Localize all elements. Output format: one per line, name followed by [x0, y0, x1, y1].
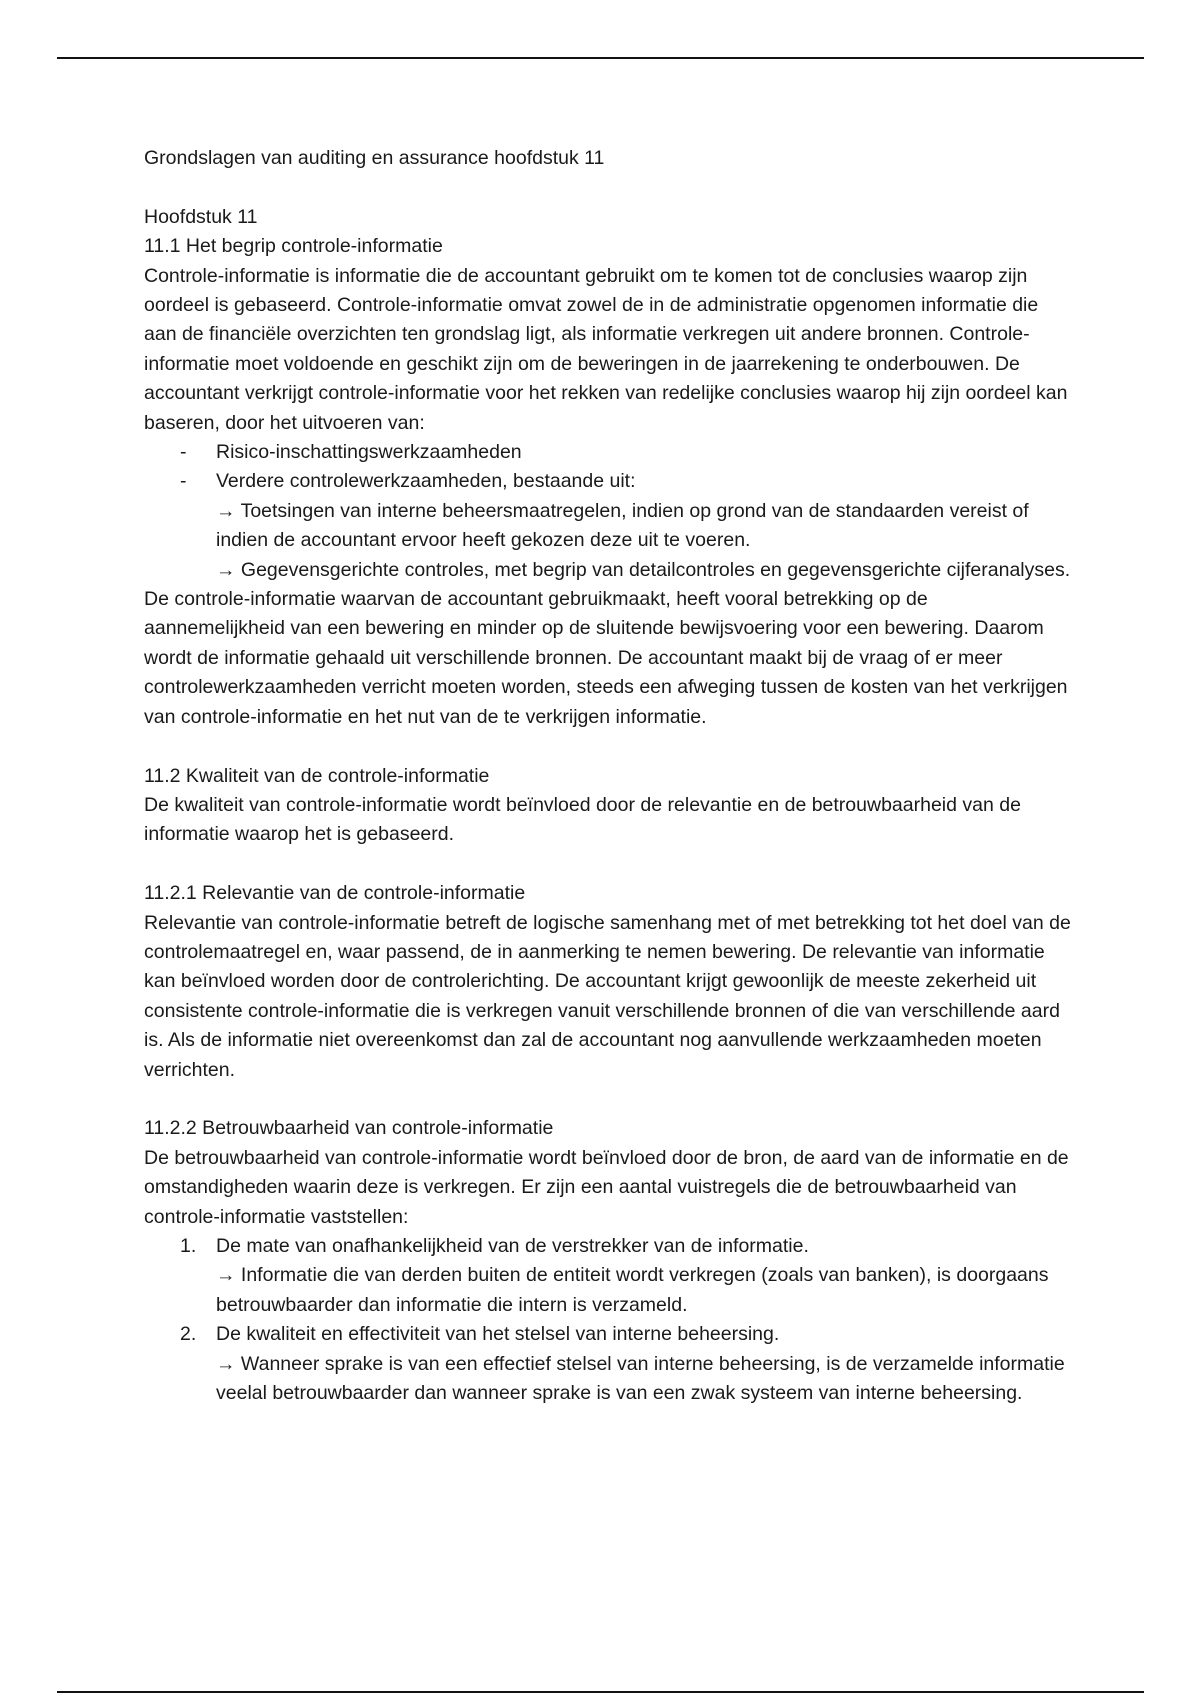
sub-item: → Gegevensgerichte controles, met begrip van detailcontroles en gegevensgerichte cijferanalyses. — [216, 558, 1071, 581]
header-rule — [57, 57, 1144, 59]
list-item-text: Verdere controlewerkzaamheden, bestaande uit: — [216, 470, 636, 493]
rules-list — [144, 1232, 1074, 1408]
chapter-heading: Hoofdstuk 11 — [144, 205, 258, 228]
list-number: 1. — [180, 1234, 197, 1257]
section-11-2-2-body: De betrouwbaarheid van controle-informatie wordt beïnvloed door de bron, de aard van de informatie en de omstandigheden waarin deze is verkregen. Er zijn een aantal vuistregels die de betrouwbaarheid van controle-informatie vaststellen: — [144, 1146, 1069, 1228]
list-marker: - — [180, 441, 187, 464]
list-marker: - — [180, 470, 187, 493]
spacer — [144, 173, 1074, 202]
list-item-detail: → Informatie die van derden buiten de entiteit wordt verkregen (zoals van banken), is doorgaans betrouwbaarder dan informatie die intern is verzameld. — [216, 1264, 1049, 1316]
section-11-2-1-body: Relevantie van controle-informatie betreft de logische samenhang met of met betrekking tot het doel van de controlemaatregel en, waar passend, de in aanmerking te nemen bewering. De relevantie van informatie kan beïnvloed worden door de controlerichting. De accountant krijgt gewoonlijk de meeste zekerheid uit consistente controle-informatie die is verkregen vanuit verschillende bronnen of die van verschillende aard is. Als de informatie niet overeenkomst dan zal de accountant nog aanvullende werkzaamheden moeten verrichten. — [144, 911, 1071, 1081]
section-heading-11-1: 11.1 Het begrip controle-informatie — [144, 235, 443, 258]
list-item — [144, 467, 1074, 585]
list-item — [144, 1232, 1074, 1320]
section-heading-11-2-2: 11.2.2 Betrouwbaarheid van controle-informatie — [144, 1117, 554, 1140]
list-item — [144, 438, 1074, 467]
section-11-2-body: De kwaliteit van controle-informatie wordt beïnvloed door de relevantie en de betrouwbaarheid van de informatie waarop het is gebaseerd. — [144, 793, 1021, 846]
document-title: Grondslagen van auditing en assurance hoofdstuk 11 — [144, 147, 605, 169]
section-heading-11-2-1: 11.2.1 Relevantie van de controle-informatie — [144, 882, 526, 905]
work-list — [144, 438, 1074, 585]
footer-rule — [57, 1691, 1144, 1693]
spacer — [144, 732, 1074, 761]
list-item-text: De mate van onafhankelijkheid van de verstrekker van de informatie. — [216, 1234, 809, 1257]
sub-item: → Toetsingen van interne beheersmaatregelen, indien op grond van de standaarden vereist of indien de accountant ervoor heeft gekozen deze uit te voeren. — [216, 499, 1029, 552]
list-number: 2. — [180, 1323, 197, 1346]
spacer — [144, 850, 1074, 879]
section-11-1-intro: Controle-informatie is informatie die de accountant gebruikt om te komen tot de conclusies waarop zijn oordeel is gebaseerd. Controle-informatie omvat zowel de in de administratie opgenomen informatie die aan de financiële overzichten ten grondslag ligt, als informatie verkregen uit andere bronnen. Controle-informatie moet voldoende en geschikt zijn om de beweringen in de jaarrekening te onderbouwen. De accountant verkrijgt controle-informatie voor het rekken van redelijke conclusies waarop hij zijn oordeel kan baseren, door het uitvoeren van: — [144, 264, 1068, 434]
list-item-text: Risico-inschattingswerkzaamheden — [216, 441, 522, 464]
section-heading-11-2: 11.2 Kwaliteit van de controle-informatie — [144, 764, 490, 787]
document-body — [144, 144, 1074, 1408]
section-11-1-closing: De controle-informatie waarvan de accountant gebruikmaakt, heeft vooral betrekking op de aannemelijkheid van een bewering en minder op de sluitende bewijsvoering voor een bewering. Daarom wordt de informatie gehaald uit verschillende bronnen. De accountant maakt bij de vraag of er meer controlewerkzaamheden verricht moeten worden, steeds een afweging tussen de kosten van het verkrijgen van controle-informatie en het nut van de te verkrijgen informatie. — [144, 588, 1068, 728]
spacer — [144, 1085, 1074, 1114]
list-item-detail: → Wanneer sprake is van een effectief stelsel van interne beheersing, is de verzamelde informatie veelal betrouwbaarder dan wanneer sprake is van een zwak systeem van interne beheersing. — [216, 1352, 1065, 1404]
list-item — [144, 1320, 1074, 1408]
list-item-text: De kwaliteit en effectiviteit van het stelsel van interne beheersing. — [216, 1323, 780, 1346]
